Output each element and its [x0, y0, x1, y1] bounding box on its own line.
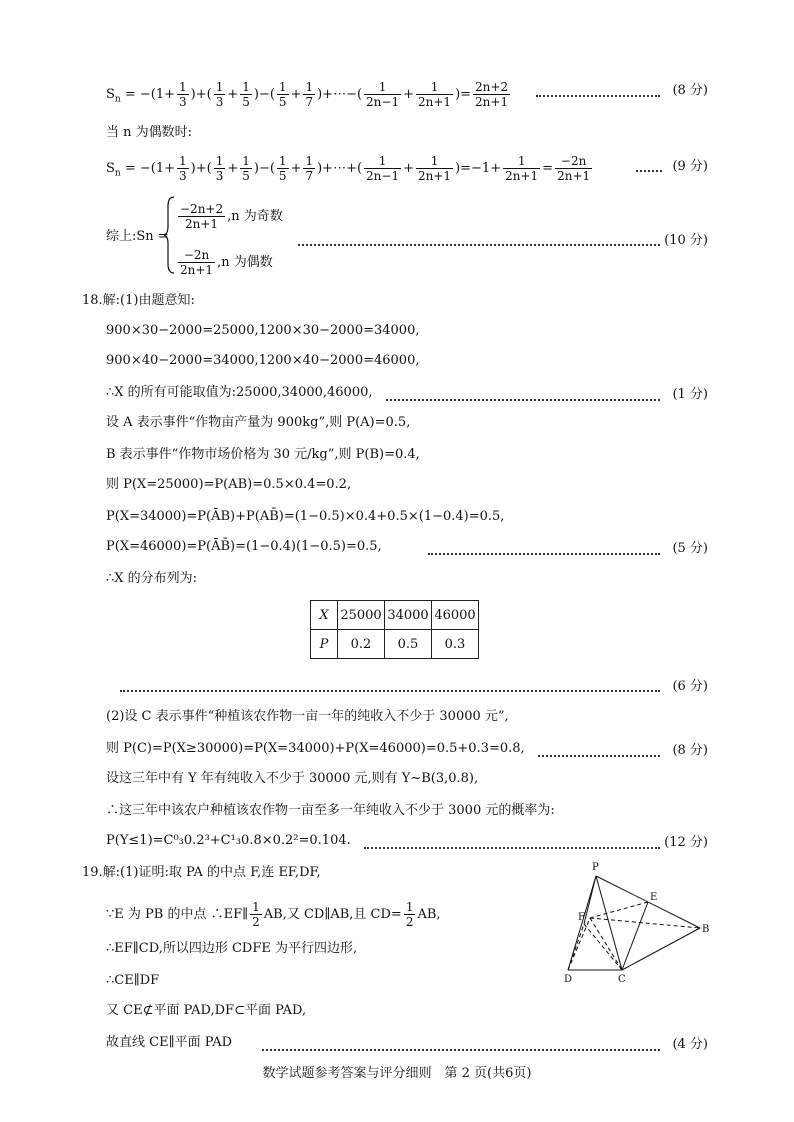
table-cell: 0.2: [338, 630, 385, 659]
score-6: (6 分): [672, 679, 708, 694]
q18-line: P(Y≤1)=C⁰₃0.2³+C¹₃0.8×0.2²=0.104.: [106, 833, 351, 848]
score-8: (8 分): [672, 83, 708, 98]
leader-dots: [538, 755, 660, 757]
summary-prefix: 综上:Sn =: [106, 229, 169, 244]
q18-line: P(X=34000)=P(ĀB)+P(AB̄)=(1−0.5)×0.4+0.5×(1−0.4)=0.5,: [106, 509, 505, 524]
brace-icon: [163, 196, 175, 274]
score-4: (4 分): [672, 1037, 708, 1052]
summary-even: $\frac{-2n}{2n+1}$ ,n 为偶数: [180, 248, 273, 277]
leader-dots: [536, 95, 660, 97]
table-row: [311, 630, 479, 659]
leader-dots: [364, 847, 660, 849]
q18-line: 则 P(X=25000)=P(AB)=0.5×0.4=0.2,: [106, 477, 352, 492]
q18-line: ∴这三年中该农户种植该农作物一亩至多一年纯收入不少于 3000 元的概率为:: [106, 803, 555, 818]
score-8: (8 分): [672, 743, 708, 758]
leader-dots: [386, 399, 660, 401]
table-cell: P: [311, 630, 338, 659]
q18-title: 18.解:(1)由题意知:: [82, 293, 195, 308]
distribution-table: [310, 600, 479, 659]
q19-line: ∵E 为 PB 的中点 ∴EF∥ $\frac{1}{2}$ AB,又 CD∥AB,且 CD= $\frac{1}{2}$ AB,: [106, 900, 441, 929]
q18-line: 设 A 表示事件“作物亩产量为 900kg”,则 P(A)=0.5,: [106, 415, 411, 430]
table-cell: 25000: [338, 601, 385, 630]
even-case-label: 当 n 为偶数时:: [106, 125, 193, 140]
vertex-label-p: P: [592, 862, 599, 873]
score-10: (10 分): [664, 233, 708, 248]
q18-line: 900×40−2000=34000,1200×40−2000=46000,: [106, 353, 420, 368]
q18-line: 900×30−2000=25000,1200×30−2000=34000,: [106, 323, 420, 338]
q18-line: 则 P(C)=P(X≥30000)=P(X=34000)+P(X=46000)=0.5+0.3=0.8,: [106, 741, 525, 756]
leader-dots: [298, 244, 660, 246]
score-12: (12 分): [664, 835, 708, 850]
q18-line: 设这三年中有 Y 年有纯收入不少于 30000 元,则有 Y~B(3,0.8),: [106, 771, 479, 786]
score-9: (9 分): [672, 159, 708, 174]
table-cell: X: [311, 601, 338, 630]
vertex-label-d: D: [564, 974, 573, 985]
table-cell: 0.5: [385, 630, 432, 659]
table-row: [311, 601, 479, 630]
pyramid-figure: [560, 858, 710, 988]
q19-line: ∴CE∥DF: [106, 973, 160, 988]
vertex-label-e: E: [650, 892, 658, 903]
leader-dots: [428, 553, 660, 555]
leader-dots: [636, 170, 662, 172]
table-cell: 46000: [432, 601, 479, 630]
score-5: (5 分): [672, 541, 708, 556]
score-1: (1 分): [672, 387, 708, 402]
q19-line: ∴EF∥CD,所以四边形 CDFE 为平行四边形,: [106, 941, 358, 956]
q19-line: 故直线 CE∥平面 PAD: [106, 1035, 233, 1050]
q18-part2: (2)设 C 表示事件“种植该农作物一亩一年的纯收入不少于 30000 元”,: [106, 709, 509, 724]
summary-odd: $\frac{-2n+2}{2n+1}$ ,n 为奇数: [180, 202, 283, 231]
vertex-label-f: F: [578, 912, 585, 923]
q19-title: 19.解:(1)证明:取 PA 的中点 F,连 EF,DF,: [82, 865, 321, 880]
sn-even-formula: $S_n = -(1+$ $\frac{1}{3}$ )+( $\frac{1}{3}$ + $\frac{1}{5}$ )−( $\frac{1}{5}$ + $\frac{1}{7}$ )+⋯+( $\frac{1}{2n-1}$ + $\frac{1}{2n+1}$ )=−1+ $\frac{1}{2n+1}$ = $\frac{-2n}{2n+1}$: [106, 154, 591, 183]
q18-line: B 表示事件“作物市场价格为 30 元/kg”,则 P(B)=0.4,: [106, 447, 420, 462]
leader-dots: [262, 1049, 660, 1051]
table-cell: 34000: [385, 601, 432, 630]
q19-line: 又 CE⊄平面 PAD,DF⊂平面 PAD,: [106, 1003, 307, 1018]
q18-line: P(X=46000)=P(ĀB̄)=(1−0.4)(1−0.5)=0.5,: [106, 539, 382, 554]
vertex-label-c: C: [618, 974, 626, 985]
q18-line: ∴X 的分布列为:: [106, 571, 198, 586]
vertex-label-b: B: [702, 924, 710, 935]
leader-dots: [120, 690, 660, 692]
page-footer: 数学试题参考答案与评分细则 第 2 页(共6页): [262, 1066, 532, 1081]
table-cell: 0.3: [432, 630, 479, 659]
q18-line: ∴X 的所有可能取值为:25000,34000,46000,: [106, 385, 373, 400]
sn-odd-formula: $S_n = -(1+$ $\frac{1}{3}$ )+( $\frac{1}{3}$ + $\frac{1}{5}$ )−( $\frac{1}{5}$ + $\frac{1}{7}$ )+⋯−( $\frac{1}{2n-1}$ + $\frac{1}{2n+1}$ )= $\frac{2n+2}{2n+1}$: [106, 80, 509, 109]
